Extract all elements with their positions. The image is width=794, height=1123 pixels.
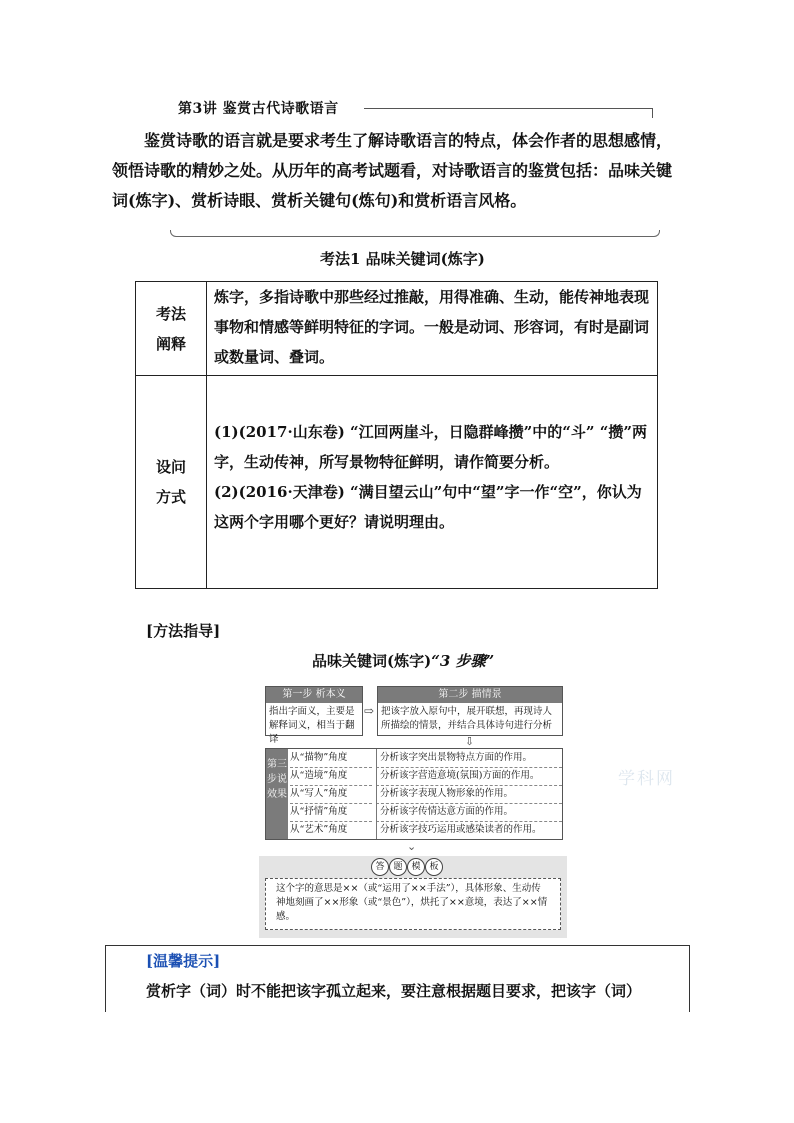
row-label-explanation: 考法 阐释 — [136, 282, 207, 375]
row-label-questions: 设问 方式 — [136, 375, 207, 588]
question-2: (2)(2016·天津卷) “满目望云山”句中“望”字一作“空”，你认为这两个字用哪个更好？请说明理由。 — [214, 483, 642, 531]
step3-rows — [290, 749, 562, 839]
step3-box — [265, 748, 563, 840]
step1-box — [265, 686, 363, 745]
table-row-questions — [136, 375, 657, 588]
step3-angle-1: 从“描物”角度 — [290, 749, 372, 768]
step3-desc-1: 分析该字突出景物特点方面的作用。 — [376, 749, 562, 768]
template-pill-4: 板 — [425, 858, 443, 876]
flow-title: 品味关键词(炼字)“3 步骤” — [312, 652, 495, 670]
step3-desc-5: 分析该字技巧运用或感染读者的作用。 — [376, 821, 562, 839]
method-table — [135, 281, 658, 589]
step3-angle-3: 从“写人”角度 — [290, 785, 372, 804]
header-rule-tick — [652, 108, 653, 118]
watermark-logo: 学科网 — [618, 769, 675, 789]
step3-angle-5: 从“艺术”角度 — [290, 824, 348, 835]
steps-diagram — [265, 686, 565, 938]
arrow-right-icon: ⇨ — [364, 704, 375, 718]
step3-desc-3: 分析该字表现人物形象的作用。 — [376, 785, 562, 804]
step3-label: 第三步说效果 — [266, 749, 288, 839]
template-text: 这个字的意思是××（或“运用了××手法”），具体形象、生动传神地刻画了××形象（或“景色”），烘托了××意境，表达了××情感。 — [265, 878, 561, 930]
method-guide-title: [方法指导] — [146, 622, 221, 640]
intro-bracket-divider — [170, 230, 660, 237]
template-area — [259, 856, 567, 938]
intro-paragraph: 鉴赏诗歌的语言就是要求考生了解诗歌语言的特点，体会作者的思想感情，领悟诗歌的精妙之处。从历年的高考试题看，对诗歌语言的鉴赏包括：品味关键词(炼字)、赏析诗眼、赏析关键句(炼句)和赏析语言风格。 — [112, 131, 673, 210]
step3-angle-2: 从“造境”角度 — [290, 767, 372, 786]
step3-desc-4: 分析该字传情达意方面的作用。 — [376, 803, 562, 822]
step2-box — [377, 686, 563, 736]
arrow-down-icon: ⇩ — [465, 735, 475, 748]
step3-angle-4: 从“抒情”角度 — [290, 803, 372, 822]
step3-desc-2: 分析该字营造意境(氛围)方面的作用。 — [376, 767, 562, 786]
chevron-down-icon: ⌄ — [407, 840, 417, 853]
tip-title: [温馨提示] — [146, 952, 221, 970]
step1-header: 第一步 析本义 — [266, 687, 362, 703]
template-pill-2: 题 — [389, 858, 407, 876]
row-text-explanation: 炼字，多指诗歌中那些经过推敲，用得准确、生动，能传神地表现事物和情感等鲜明特征的字词。一般是动词、形容词，有时是副词或数量词、叠词。 — [214, 288, 650, 366]
method-heading: 考法1 品味关键词(炼字) — [320, 250, 485, 268]
template-pill-3: 模 — [407, 858, 425, 876]
tip-text: 赏析字（词）时不能把该字孤立起来，要注意根据题目要求，把该字（词） — [146, 982, 642, 1000]
step2-header: 第二步 描情景 — [378, 687, 562, 703]
header-rule — [364, 108, 652, 109]
step1-text: 指出字面义，主要是解释词义，相当于翻译 — [269, 706, 355, 745]
table-row-explanation — [136, 282, 657, 376]
lecture-title: 第3讲 鉴赏古代诗歌语言 — [178, 101, 339, 117]
template-pill-1: 答 — [371, 858, 389, 876]
question-1: (1)(2017·山东卷) “江回两崖斗，日隐群峰攒”中的“斗” “攒”两字，生动传神，所写景物特征鲜明，请作简要分析。 — [214, 423, 648, 471]
step2-text: 把该字放入原句中，展开联想，再现诗人所描绘的情景，并结合具体诗句进行分析 — [381, 706, 553, 731]
